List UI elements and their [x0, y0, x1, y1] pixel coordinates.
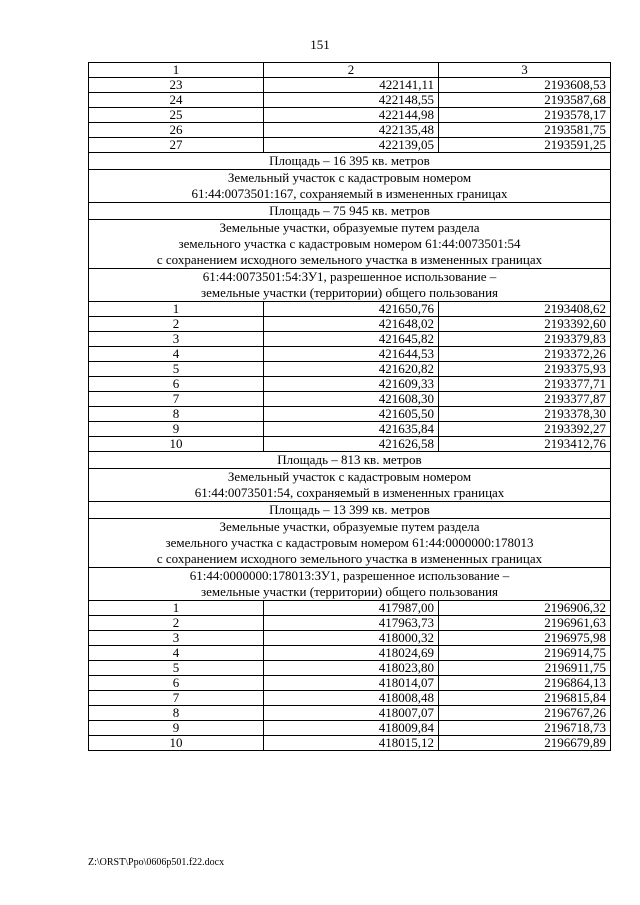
footer-file-path: Z:\ORST\Ppo\0606p501.f22.docx	[88, 857, 225, 868]
y-coordinate-cell: 2193408,62	[439, 302, 611, 317]
table-body	[89, 63, 611, 751]
point-number-cell: 4	[89, 646, 264, 661]
section-caption-cell	[89, 170, 611, 203]
x-coordinate-cell: 418007,07	[264, 706, 439, 721]
section-caption-cell	[89, 203, 611, 220]
section-caption-cell	[89, 469, 611, 502]
x-coordinate-cell: 418015,12	[264, 736, 439, 751]
point-number-cell: 3	[89, 631, 264, 646]
x-coordinate-cell: 421626,58	[264, 437, 439, 452]
table-row	[89, 78, 611, 93]
y-coordinate-cell: 2193608,53	[439, 78, 611, 93]
section-row	[89, 220, 611, 269]
point-number-cell: 27	[89, 138, 264, 153]
caption-line: земельные участки (территории) общего пользования	[200, 285, 499, 300]
y-coordinate-cell: 2193578,17	[439, 108, 611, 123]
section-row	[89, 170, 611, 203]
point-number-cell: 8	[89, 706, 264, 721]
table-row	[89, 347, 611, 362]
point-number-cell: 10	[89, 736, 264, 751]
caption-line: 61:44:0073501:54, сохраняемый в измененных границах	[194, 485, 505, 500]
page-number: 151	[310, 37, 330, 52]
x-coordinate-cell: 422139,05	[264, 138, 439, 153]
point-number-cell: 9	[89, 721, 264, 736]
table-row	[89, 392, 611, 407]
x-coordinate-cell: 422148,55	[264, 93, 439, 108]
point-number-cell: 9	[89, 422, 264, 437]
section-row	[89, 519, 611, 568]
x-coordinate-cell: 422144,98	[264, 108, 439, 123]
caption-line: Земельные участки, образуемые путем раздела	[219, 519, 480, 534]
x-coordinate-cell: 421620,82	[264, 362, 439, 377]
caption-line: Земельный участок с кадастровым номером	[227, 170, 472, 185]
table-row	[89, 661, 611, 676]
point-number-cell: 3	[89, 332, 264, 347]
table-row	[89, 676, 611, 691]
section-caption-cell	[89, 220, 611, 269]
y-coordinate-cell: 2193581,75	[439, 123, 611, 138]
point-number-cell: 23	[89, 78, 264, 93]
caption-line: Площадь – 13 399 кв. метров	[269, 502, 430, 517]
x-coordinate-cell: 418024,69	[264, 646, 439, 661]
section-row	[89, 568, 611, 601]
table-row	[89, 317, 611, 332]
x-coordinate-cell: 418023,80	[264, 661, 439, 676]
section-row	[89, 203, 611, 220]
table-row	[89, 646, 611, 661]
x-coordinate-cell: 422135,48	[264, 123, 439, 138]
section-caption-cell	[89, 519, 611, 568]
table-row	[89, 616, 611, 631]
point-number-cell: 7	[89, 691, 264, 706]
x-coordinate-cell: 418008,48	[264, 691, 439, 706]
y-coordinate-cell: 2196911,75	[439, 661, 611, 676]
y-coordinate-cell: 2193377,87	[439, 392, 611, 407]
x-coordinate-cell: 421609,33	[264, 377, 439, 392]
y-coordinate-cell: 2196767,26	[439, 706, 611, 721]
caption-line: с сохранением исходного земельного участка в измененных границах	[156, 551, 543, 566]
point-number-cell: 26	[89, 123, 264, 138]
table-row	[89, 332, 611, 347]
table-row	[89, 93, 611, 108]
y-coordinate-cell: 2193378,30	[439, 407, 611, 422]
caption-line: Площадь – 75 945 кв. метров	[269, 203, 430, 218]
point-number-cell: 1	[89, 601, 264, 616]
table-row	[89, 721, 611, 736]
caption-line: земельные участки (территории) общего пользования	[200, 584, 499, 599]
section-row	[89, 452, 611, 469]
section-row	[89, 153, 611, 170]
table-row	[89, 736, 611, 751]
table-header-row	[89, 63, 611, 78]
y-coordinate-cell: 2193587,68	[439, 93, 611, 108]
table-row	[89, 407, 611, 422]
point-number-cell: 10	[89, 437, 264, 452]
y-coordinate-cell: 2193392,27	[439, 422, 611, 437]
caption-line: 61:44:0000000:178013:ЗУ1, разрешенное использование –	[189, 568, 510, 583]
point-number-cell: 4	[89, 347, 264, 362]
y-coordinate-cell: 2196906,32	[439, 601, 611, 616]
y-coordinate-cell: 2193591,25	[439, 138, 611, 153]
x-coordinate-cell: 418009,84	[264, 721, 439, 736]
column-header-3: 3	[439, 63, 611, 78]
table-row	[89, 377, 611, 392]
table-row	[89, 706, 611, 721]
point-number-cell: 2	[89, 317, 264, 332]
point-number-cell: 6	[89, 377, 264, 392]
x-coordinate-cell: 421645,82	[264, 332, 439, 347]
y-coordinate-cell: 2193412,76	[439, 437, 611, 452]
point-number-cell: 5	[89, 661, 264, 676]
x-coordinate-cell: 421644,53	[264, 347, 439, 362]
section-row	[89, 269, 611, 302]
y-coordinate-cell: 2196914,75	[439, 646, 611, 661]
point-number-cell: 7	[89, 392, 264, 407]
point-number-cell: 24	[89, 93, 264, 108]
section-caption-cell	[89, 153, 611, 170]
table-row	[89, 123, 611, 138]
caption-line: 61:44:0073501:54:ЗУ1, разрешенное использование –	[202, 269, 497, 284]
y-coordinate-cell: 2196975,98	[439, 631, 611, 646]
y-coordinate-cell: 2196679,89	[439, 736, 611, 751]
caption-line: 61:44:0073501:167, сохраняемый в измененных границах	[191, 186, 508, 201]
table-row	[89, 362, 611, 377]
caption-line: земельного участка с кадастровым номером 61:44:0073501:54	[178, 236, 521, 251]
y-coordinate-cell: 2196961,63	[439, 616, 611, 631]
y-coordinate-cell: 2196718,73	[439, 721, 611, 736]
point-number-cell: 2	[89, 616, 264, 631]
point-number-cell: 8	[89, 407, 264, 422]
x-coordinate-cell: 418000,32	[264, 631, 439, 646]
table-row	[89, 108, 611, 123]
section-row	[89, 502, 611, 519]
point-number-cell: 6	[89, 676, 264, 691]
point-number-cell: 1	[89, 302, 264, 317]
table-row	[89, 691, 611, 706]
column-header-2: 2	[264, 63, 439, 78]
section-caption-cell	[89, 452, 611, 469]
caption-line: Земельный участок с кадастровым номером	[227, 469, 472, 484]
point-number-cell: 5	[89, 362, 264, 377]
y-coordinate-cell: 2196864,13	[439, 676, 611, 691]
table-row	[89, 601, 611, 616]
point-number-cell: 25	[89, 108, 264, 123]
section-caption-cell	[89, 502, 611, 519]
table-row	[89, 138, 611, 153]
x-coordinate-cell: 421635,84	[264, 422, 439, 437]
x-coordinate-cell: 417963,73	[264, 616, 439, 631]
y-coordinate-cell: 2193375,93	[439, 362, 611, 377]
y-coordinate-cell: 2193392,60	[439, 317, 611, 332]
x-coordinate-cell: 421608,30	[264, 392, 439, 407]
x-coordinate-cell: 422141,11	[264, 78, 439, 93]
y-coordinate-cell: 2193377,71	[439, 377, 611, 392]
table-row	[89, 631, 611, 646]
x-coordinate-cell: 421650,76	[264, 302, 439, 317]
section-caption-cell	[89, 568, 611, 601]
y-coordinate-cell: 2193372,26	[439, 347, 611, 362]
column-header-1: 1	[89, 63, 264, 78]
x-coordinate-cell: 417987,00	[264, 601, 439, 616]
x-coordinate-cell: 418014,07	[264, 676, 439, 691]
x-coordinate-cell: 421648,02	[264, 317, 439, 332]
section-caption-cell	[89, 269, 611, 302]
x-coordinate-cell: 421605,50	[264, 407, 439, 422]
y-coordinate-cell: 2196815,84	[439, 691, 611, 706]
section-row	[89, 469, 611, 502]
caption-line: Площадь – 16 395 кв. метров	[269, 153, 430, 168]
caption-line: земельного участка с кадастровым номером 61:44:0000000:178013	[165, 535, 534, 550]
table-row	[89, 422, 611, 437]
caption-line: Площадь – 813 кв. метров	[277, 452, 422, 467]
y-coordinate-cell: 2193379,83	[439, 332, 611, 347]
table-row	[89, 302, 611, 317]
table-row	[89, 437, 611, 452]
coordinates-table	[88, 62, 611, 751]
caption-line: Земельные участки, образуемые путем раздела	[219, 220, 480, 235]
caption-line: с сохранением исходного земельного участка в измененных границах	[156, 252, 543, 267]
